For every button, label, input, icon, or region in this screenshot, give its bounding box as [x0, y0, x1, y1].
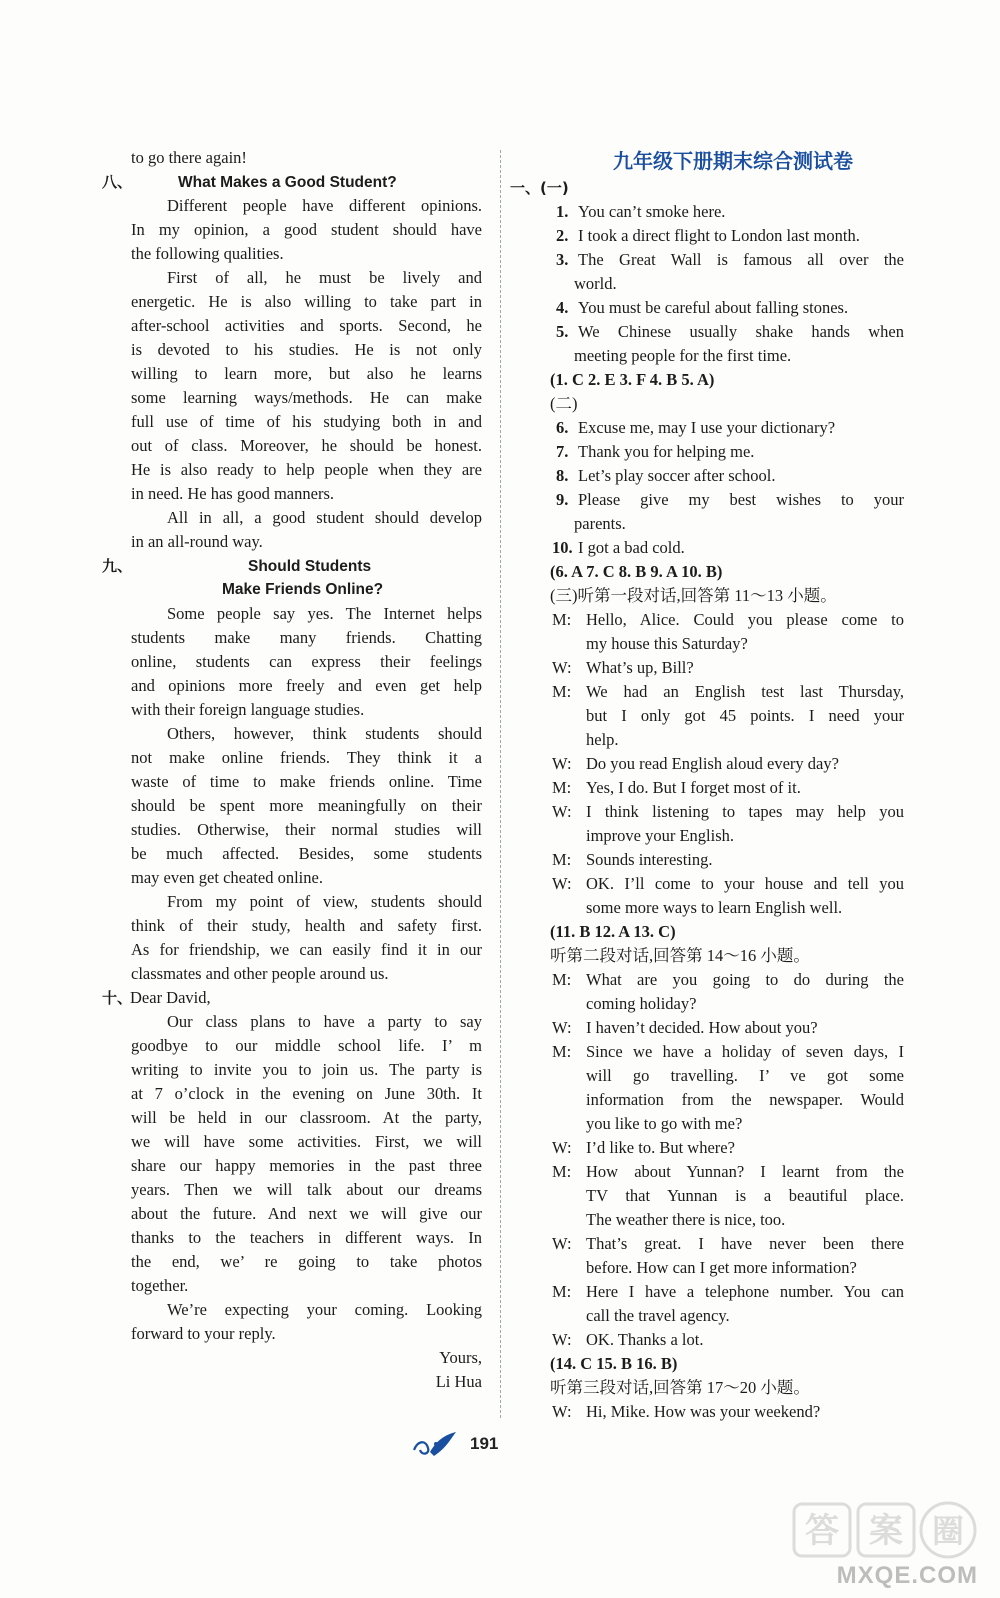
question-item	[522, 248, 904, 272]
speaker-label	[552, 824, 586, 848]
text-line: In my opinion, a good student should have	[131, 220, 482, 239]
dialogue-line	[522, 872, 904, 896]
watermark-text: MXQE.COM	[836, 1562, 978, 1589]
text-line: thanks to the teachers in different ways. In	[131, 1228, 482, 1247]
right-column	[510, 146, 904, 1424]
dialogue-text: TV that Yunnan is a beautiful place.	[586, 1186, 904, 1205]
part-heading: 听第三段对话,回答第 17～20 小题。	[550, 1378, 810, 1397]
essay-title: What Makes a Good Student?	[178, 174, 397, 191]
dialogue-text: Do you read English aloud every day?	[586, 754, 839, 773]
question-number: 10.	[552, 538, 573, 557]
speaker-label	[552, 1208, 586, 1232]
question-item	[522, 296, 904, 320]
dialogue-line	[522, 728, 904, 752]
dialogue-3	[522, 1400, 904, 1424]
text-line: writing to invite you to join us. The party is	[131, 1060, 482, 1079]
dialogue-line	[522, 1232, 904, 1256]
dialogue-text: call the travel agency.	[586, 1306, 730, 1325]
dialogue-line	[522, 776, 904, 800]
dialogue-text: help.	[586, 730, 619, 749]
speaker-label	[552, 1184, 586, 1208]
left-column	[102, 146, 482, 1394]
question-text: Please give my best wishes to your	[578, 490, 904, 509]
letter-signature: Li Hua	[435, 1372, 482, 1391]
dialogue-text: OK. I’ll come to your house and tell you	[586, 874, 904, 893]
dialogue-line	[522, 1112, 904, 1136]
text-line: classmates and other people around us.	[131, 964, 389, 983]
question-item	[522, 200, 904, 224]
dialogue-line	[522, 1400, 904, 1424]
essay-9	[102, 602, 482, 986]
text-line: after-school activities and sports. Second, he	[131, 316, 482, 335]
text-line: the following qualities.	[131, 244, 284, 263]
question-text: Thank you for helping me.	[578, 442, 755, 461]
text-line: out of class. Moreover, he should be honest.	[131, 436, 482, 455]
part-heading: 听第二段对话,回答第 14～16 小题。	[550, 946, 810, 965]
question-item	[522, 416, 904, 440]
question-continuation: parents.	[574, 514, 626, 533]
dialogue-text: I think listening to tapes may help you	[586, 802, 904, 821]
answer-key: (1. C 2. E 3. F 4. B 5. A)	[550, 370, 715, 389]
dialogue-line	[522, 1160, 904, 1184]
text-line: waste of time to make friends online. Time	[131, 772, 482, 791]
text-line: First of all, he must be lively and	[167, 268, 482, 287]
dialogue-text: Here I have a telephone number. You can	[586, 1282, 904, 1301]
dialogue-text: Sounds interesting.	[586, 850, 713, 869]
bird-logo-icon	[412, 1430, 462, 1460]
text-line: Others, however, think students should	[167, 724, 482, 743]
speaker-label: M:	[552, 682, 572, 701]
text-line: years. Then we will talk about our dreams	[131, 1180, 482, 1199]
text-line: We’re expecting your coming. Looking	[167, 1300, 482, 1319]
text-line: we will have some activities. First, we will	[131, 1132, 482, 1151]
text-line: be much affected. Besides, some students	[131, 844, 482, 863]
dialogue-text: coming holiday?	[586, 994, 697, 1013]
dialogue-line	[522, 824, 904, 848]
question-number: 1.	[556, 202, 569, 221]
text-line: the end, we’ re going to take photos	[131, 1252, 482, 1271]
dialogue-text: before. How can I get more information?	[586, 1258, 857, 1277]
question-continuation: world.	[574, 274, 617, 293]
dialogue-text: Hello, Alice. Could you please come to	[586, 610, 904, 629]
text-line: some learning ways/methods. He can make	[131, 388, 482, 407]
letter-10	[102, 1010, 482, 1346]
speaker-label: M:	[552, 610, 572, 629]
dialogue-line	[522, 1088, 904, 1112]
section-10-heading	[102, 986, 482, 1010]
dialogue-line	[522, 896, 904, 920]
section-number: 九、	[102, 557, 133, 575]
speaker-label	[552, 1064, 586, 1088]
speaker-label: W:	[552, 874, 572, 893]
dialogue-text: will go travelling. I’ ve got some	[586, 1066, 904, 1085]
text-line: Some people say yes. The Internet helps	[167, 604, 482, 623]
speaker-label	[552, 992, 586, 1016]
text-line: willing to learn more, but also he learns	[131, 364, 482, 383]
svg-text:圈: 圈	[931, 1512, 965, 1550]
part-heading: (二)	[550, 394, 578, 413]
dialogue-line	[522, 1136, 904, 1160]
speaker-label: M:	[552, 1162, 572, 1181]
dialogue-line	[522, 1304, 904, 1328]
dialogue-line	[522, 1208, 904, 1232]
section-number: 八、	[102, 173, 133, 191]
dialogue-text: Yes, I do. But I forget most of it.	[586, 778, 801, 797]
text-line: about the future. And next we will give our	[131, 1204, 482, 1223]
text-line: not make online friends. They think it a	[131, 748, 482, 767]
dialogue-line	[522, 1280, 904, 1304]
speaker-label	[552, 1088, 586, 1112]
section-9-heading	[102, 554, 482, 578]
dialogue-line	[522, 1040, 904, 1064]
letter-greeting: Dear David,	[130, 988, 211, 1007]
essay-title: Should Students	[248, 558, 372, 575]
speaker-label: M:	[552, 778, 572, 797]
question-number: 8.	[556, 466, 569, 485]
dialogue-text: We had an English test last Thursday,	[586, 682, 904, 701]
speaker-label	[552, 1112, 586, 1136]
text-line: forward to your reply.	[131, 1324, 276, 1343]
dialogue-2	[522, 968, 904, 1352]
question-text: We Chinese usually shake hands when	[578, 322, 904, 341]
speaker-label: W:	[552, 1018, 572, 1037]
dialogue-text: information from the newspaper. Would	[586, 1090, 904, 1109]
question-continuation: meeting people for the first time.	[574, 346, 792, 365]
question-number: 2.	[556, 226, 569, 245]
dialogue-line	[522, 632, 904, 656]
speaker-label: M:	[552, 1282, 572, 1301]
speaker-label: M:	[552, 970, 572, 989]
dialogue-text: improve your English.	[586, 826, 735, 845]
dialogue-text: I haven’t decided. How about you?	[586, 1018, 818, 1037]
question-text: You can’t smoke here.	[578, 202, 726, 221]
dialogue-text: How about Yunnan? I learnt from the	[586, 1162, 904, 1181]
speaker-label: M:	[552, 1042, 572, 1061]
question-text: I took a direct flight to London last month.	[578, 226, 860, 245]
text-line: in need. He has good manners.	[131, 484, 334, 503]
dialogue-line	[522, 1328, 904, 1352]
speaker-label: M:	[552, 850, 572, 869]
speaker-label	[552, 728, 586, 752]
dialogue-line	[522, 1064, 904, 1088]
question-text: You must be careful about falling stones.	[578, 298, 849, 317]
dialogue-text: OK. Thanks a lot.	[586, 1330, 704, 1349]
dialogue-text: What’s up, Bill?	[586, 658, 694, 677]
dialogue-line	[522, 680, 904, 704]
section-number: 十、	[102, 989, 133, 1007]
question-number: 6.	[556, 418, 569, 437]
text-line: Different people have different opinions.	[167, 196, 482, 215]
text-line: studies. Otherwise, their normal studies will	[131, 820, 482, 839]
speaker-label	[552, 704, 586, 728]
part-heading: (三)听第一段对话,回答第 11～13 小题。	[550, 586, 837, 605]
dialogue-1	[522, 608, 904, 920]
watermark-logo-icon	[792, 1500, 982, 1562]
speaker-label: W:	[552, 802, 572, 821]
page-footer	[0, 1428, 1000, 1468]
text-line: energetic. He is also willing to take part in	[131, 292, 482, 311]
question-number: 5.	[556, 322, 569, 341]
dialogue-line	[522, 800, 904, 824]
question-item	[522, 224, 904, 248]
dialogue-line	[522, 752, 904, 776]
question-number: 9.	[556, 490, 569, 509]
question-item	[522, 320, 904, 344]
answer-key: (11. B 12. A 13. C)	[550, 922, 676, 941]
dialogue-line	[522, 704, 904, 728]
section-8-heading	[102, 170, 482, 194]
dialogue-text: but I only got 45 points. I need your	[586, 706, 904, 725]
dialogue-text: I’d like to. But where?	[586, 1138, 735, 1157]
text-line: is devoted to his studies. He is not only	[131, 340, 482, 359]
svg-text:答: 答	[805, 1511, 839, 1551]
column-divider	[500, 150, 501, 1418]
dialogue-text: my house this Saturday?	[586, 634, 748, 653]
text-line: As for friendship, we can easily find it in our	[131, 940, 482, 959]
part-heading: 一、(一)	[510, 179, 569, 197]
dialogue-text: Since we have a holiday of seven days, I	[586, 1042, 904, 1061]
dialogue-line	[522, 1016, 904, 1040]
dialogue-line	[522, 968, 904, 992]
dialogue-line	[522, 608, 904, 632]
text-line: with their foreign language studies.	[131, 700, 365, 719]
text-line: full use of time of his studying both in and	[131, 412, 482, 431]
essay-8	[102, 194, 482, 554]
dialogue-text: The weather there is nice, too.	[586, 1210, 786, 1229]
text-line: online, students can express their feelings	[131, 652, 482, 671]
page-number: 191	[470, 1434, 499, 1453]
text-line: will be held in our classroom. At the party,	[131, 1108, 482, 1127]
text-line: think of their study, health and safety first.	[131, 916, 482, 935]
letter-closing: Yours,	[439, 1348, 482, 1367]
text-line: Our class plans to have a party to say	[167, 1012, 482, 1031]
text-line: students make many friends. Chatting	[131, 628, 482, 647]
speaker-label: W:	[552, 1330, 572, 1349]
question-text: The Great Wall is famous all over the	[578, 250, 904, 269]
text-line: He is also ready to help people when they are	[131, 460, 482, 479]
speaker-label	[552, 632, 586, 656]
text-line: From my point of view, students should	[167, 892, 482, 911]
question-number: 7.	[556, 442, 569, 461]
question-text: I got a bad cold.	[578, 538, 685, 557]
text-line: in an all-round way.	[131, 532, 263, 551]
dialogue-line	[522, 992, 904, 1016]
dialogue-line	[522, 848, 904, 872]
svg-text:案: 案	[869, 1511, 903, 1551]
text-line: share our happy memories in the past three	[131, 1156, 482, 1175]
text-line: should be spent more meaningfully on their	[131, 796, 482, 815]
text-line: and opinions more freely and even get help	[131, 676, 482, 695]
question-text: Let’s play soccer after school.	[578, 466, 776, 485]
speaker-label: W:	[552, 1138, 572, 1157]
speaker-label: W:	[552, 1234, 572, 1253]
question-item	[522, 440, 904, 464]
page-title: 九年级下册期末综合测试卷	[613, 149, 853, 173]
question-item	[522, 536, 904, 560]
speaker-label: W:	[552, 658, 572, 677]
question-text: Excuse me, may I use your dictionary?	[578, 418, 836, 437]
question-number: 4.	[556, 298, 569, 317]
answer-key: (14. C 15. B 16. B)	[550, 1354, 678, 1373]
dialogue-text: That’s great. I have never been there	[586, 1234, 904, 1253]
dialogue-text: you like to go with me?	[586, 1114, 743, 1133]
dialogue-line	[522, 656, 904, 680]
speaker-label	[552, 1256, 586, 1280]
dialogue-line	[522, 1256, 904, 1280]
speaker-label	[552, 896, 586, 920]
question-number: 3.	[556, 250, 569, 269]
dialogue-text: some more ways to learn English well.	[586, 898, 843, 917]
dialogue-text: Hi, Mike. How was your weekend?	[586, 1402, 821, 1421]
text-line: to go there again!	[131, 148, 247, 167]
speaker-label	[552, 1304, 586, 1328]
text-line: together.	[131, 1276, 189, 1295]
speaker-label: W:	[552, 1402, 572, 1421]
text-line: All in all, a good student should develop	[167, 508, 482, 527]
dialogue-line	[522, 1184, 904, 1208]
text-line: at 7 o’clock in the evening on June 30th. It	[131, 1084, 482, 1103]
text-line: may even get cheated online.	[131, 868, 323, 887]
question-item	[522, 464, 904, 488]
speaker-label: W:	[552, 754, 572, 773]
answer-key: (6. A 7. C 8. B 9. A 10. B)	[550, 562, 723, 581]
question-item	[522, 488, 904, 512]
text-line: goodbye to our middle school life. I’ m	[131, 1036, 482, 1055]
dialogue-text: What are you going to do during the	[586, 970, 904, 989]
essay-title-line-2: Make Friends Online?	[222, 581, 384, 598]
